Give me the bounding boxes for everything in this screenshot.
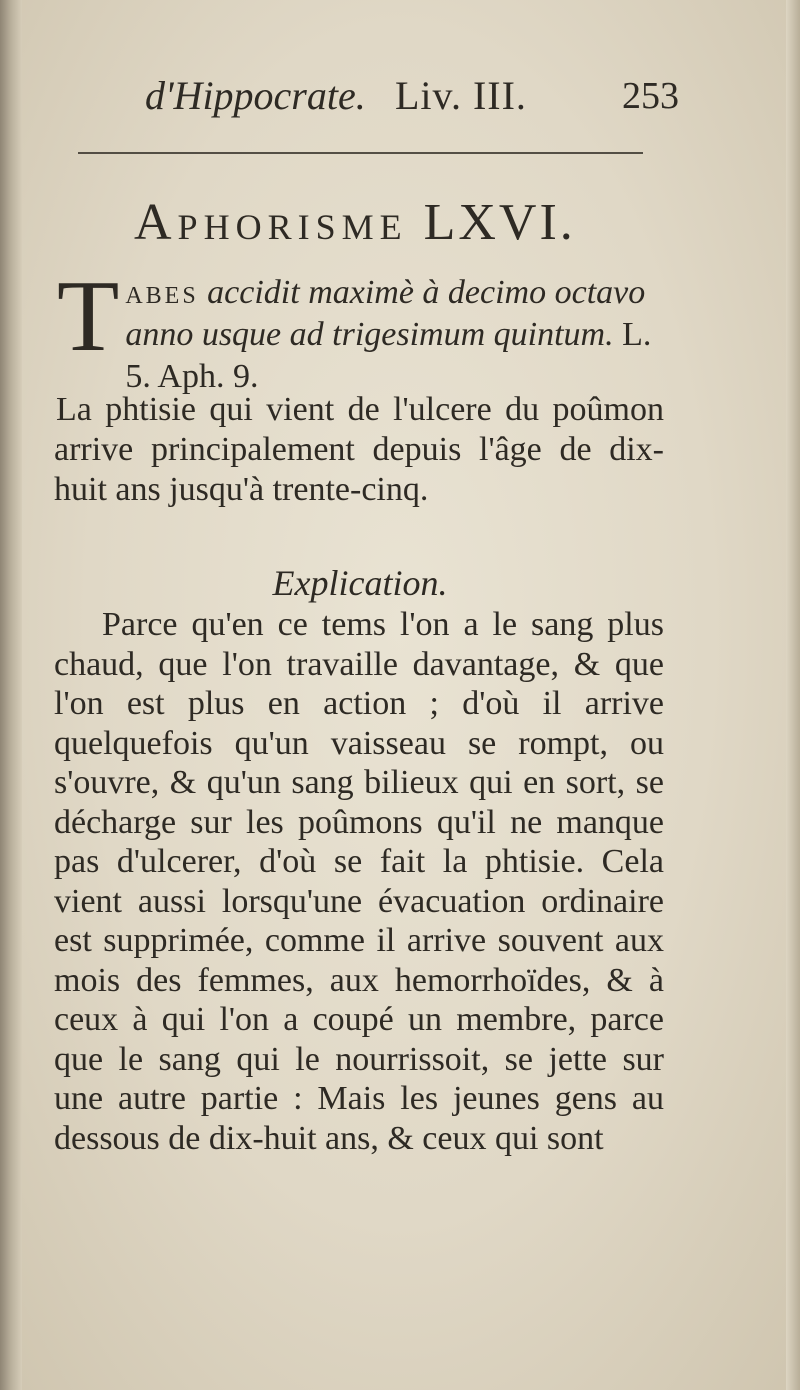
page-edge bbox=[786, 0, 800, 1390]
explication-text: Parce qu'en ce tems l'on a le sang plus chaud, que l'on travaille davantage, & que l'on est plus en action ; d'où il arrive quelquefois qu'un vaisseau se rompt, ou s'ouvre, & qu'un sang bilieux qui en sort, se décharge sur les poûmons qu'il ne manque pas d'ulcerer, d'où se fait la phtisie. Cela vient aussi lorsqu'une évacuation ordinaire est supprimée, comme il arrive souvent aux mois des femmes, aux hemorrhoïdes, & à ceux à qui l'on a coupé un membre, parce que le sang qui le nourrissoit, se jette sur une autre partie : Mais les jeunes gens au dessous de dix-huit ans, & ceux qui sont bbox=[54, 606, 664, 1157]
page-binding-shadow bbox=[0, 0, 22, 1390]
latin-text: accidit maximè à decimo octavo anno usque ad trigesimum quintum. bbox=[125, 274, 646, 353]
latin-aphorism bbox=[57, 260, 672, 398]
header-rule bbox=[78, 152, 643, 154]
drop-cap: T bbox=[57, 260, 120, 373]
aphorism-number: LXVI. bbox=[423, 194, 576, 251]
running-header-title: d'Hippocrate. bbox=[145, 73, 366, 118]
explication-heading: Explication. bbox=[272, 563, 448, 603]
latin-reference: L. 5. Aph. 9. bbox=[125, 316, 652, 395]
aphorism-word: Aphorisme bbox=[134, 194, 408, 251]
page-number: 253 bbox=[622, 75, 679, 117]
running-header-book: Liv. III. bbox=[395, 73, 527, 118]
running-header bbox=[140, 72, 685, 122]
latin-first-word: abes bbox=[125, 274, 199, 311]
aphorism-heading bbox=[134, 193, 654, 252]
french-translation: La phtisie qui vient de l'ulcere du poûmon arrive principalement depuis l'âge de dix-huit ans jusqu'à trente-cinq. bbox=[54, 391, 664, 508]
